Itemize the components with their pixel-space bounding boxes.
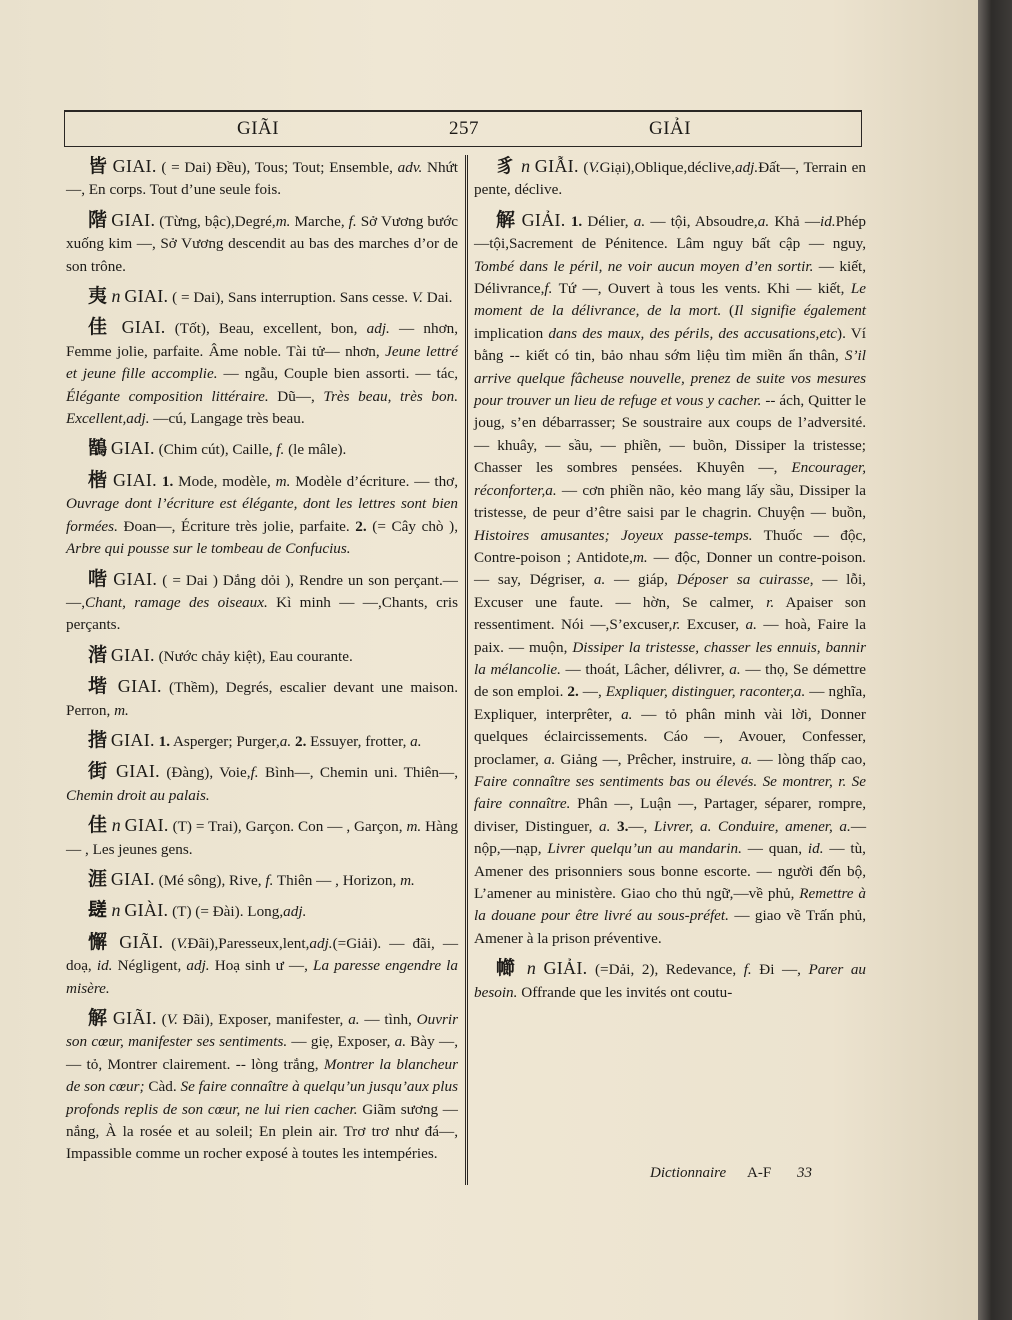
entry-text: a. [410, 732, 422, 750]
entry-text: (T) = Trai), Garçon. Con — , Garçon, [168, 818, 407, 836]
dictionary-entry [66, 316, 458, 430]
entry-text: a. [593, 571, 606, 589]
headword: GIAI. [111, 209, 156, 230]
entry-text: Giãm sương — nắng, À la rosée et au soleil; En plein air. Trơ trơ như đá—, Impassible comme un rocher exposé à toutes les intempéries. [66, 1100, 458, 1163]
entry-text: Faire connaître ses sentiments bas ou élevés. Se montrer, r. Se faire connaître. [474, 772, 866, 813]
entry-text: Marche, [290, 212, 349, 230]
entry-text: Hoạ sinh ư —, [209, 957, 314, 975]
entry-text: Remettre à la douane pour être livré au sous-préfet. [474, 885, 866, 925]
entry-text: — tình, [359, 1011, 417, 1028]
entry-text: id. [96, 957, 113, 975]
entry-text: Livrer quelqu’un au mandarin. [547, 840, 742, 858]
entry-text: f. [743, 961, 752, 979]
entry-text: Ouvrir son cœur, manifester ses sentiments. [66, 1011, 458, 1051]
entry-text: Parer au besoin. [474, 961, 867, 1001]
entry-text: Kì minh — —,Chants, cris perçants. [66, 593, 458, 634]
entry-text: —, [578, 683, 606, 701]
dictionary-entry [66, 1007, 458, 1166]
entry-text: a. [740, 750, 753, 768]
dictionary-entry [474, 957, 866, 1004]
entry-text: Thuốc — độc, Contre-poison ; Antidote, [474, 526, 866, 566]
entry-text: ( [721, 302, 735, 320]
entry-text: Expliquer, distinguer, raconter, [605, 683, 794, 701]
han-character: 街 [88, 761, 110, 783]
han-character: 解 [88, 1008, 109, 1029]
entry-text: r. [766, 593, 775, 611]
entry-text: Hàng — , Les jeunes gens. [66, 818, 459, 858]
entry-text: Dũ—, [268, 387, 324, 405]
entry-text: m. [275, 472, 291, 490]
entry-text: Giảng —, Prêcher, instruire, [555, 750, 741, 768]
han-character: 皆 [88, 156, 108, 177]
entry-text: — nghĩa, Expliquer, interprêter, [474, 683, 867, 723]
han-character: 佳 [88, 317, 113, 339]
entry-text: (Chim cút), Caille, [154, 441, 277, 459]
entry-text: — giáp, [605, 571, 677, 589]
entry-text: Montrer la blancheur de son cœur; [66, 1055, 459, 1096]
entry-text: —cú, Langage très beau. [149, 410, 305, 428]
entry-text: 1. [570, 212, 583, 230]
entry-text: (=Dải, 2), Redevance, [587, 961, 744, 979]
entry-text: Apaiser son ressentiment. Nói —,S’excuser, [474, 593, 866, 634]
entry-text: a. [793, 683, 806, 701]
header-left-word: GIÃI [237, 118, 280, 139]
book-cover-edge [978, 0, 1012, 1320]
entry-text: Bày —, — tỏ, Montrer clairement. -- lòng trắng, [66, 1033, 458, 1073]
dictionary-entry [66, 568, 458, 637]
entry-text: (Thềm), Degrés, escalier devant une maison. Perron, [66, 679, 458, 719]
han-character: 堦 [88, 676, 111, 698]
entry-text: ). Ví bằng -- kiết có tin, bảo nhau sớm liệu tìm miền ẩn thân, [474, 324, 866, 365]
entry-text: r. [672, 616, 681, 634]
han-character: 揩 [88, 729, 108, 751]
signature-footer [650, 1165, 830, 1182]
entry-text: ( = Dai) Đều), Tous; Tout; Ensemble, [156, 159, 398, 176]
han-character: 懈 [88, 931, 112, 953]
entry-text: adj. [734, 159, 759, 176]
entry-text: adj. [366, 320, 390, 338]
han-character: 涯 [88, 868, 108, 890]
entry-text: Histoires amusantes; Joyeux passe-temps. [474, 526, 753, 544]
footer-sheet: 33 [796, 1165, 812, 1181]
han-character: 喈 [88, 568, 109, 590]
entry-text: 1. [161, 472, 174, 490]
entry-text: Sở Vương bước xuống kim —, Sở Vương descendit au bas des marches d’or de son trône. [66, 212, 458, 275]
nom-marker: n [518, 958, 536, 979]
entry-text: — tội, Absoudre, [645, 212, 758, 230]
entry-text: f. [250, 764, 259, 782]
entry-text: — thoát, Lâcher, délivrer, [560, 660, 730, 678]
entry-text: Il signifie également [734, 302, 867, 320]
nom-marker: n [107, 900, 121, 921]
running-header [64, 110, 862, 147]
headword: GIAI. [112, 469, 157, 490]
entry-text: Đãi), Exposer, manifester, [177, 1011, 349, 1028]
footer-title: Dictionnaire [650, 1165, 727, 1181]
entry-text: — tỏ phân minh vài lời, Donner quelques éclaircissements. Cáo —, Avouer, Confesser, proclamer, [474, 705, 866, 768]
entry-text: a. [621, 705, 633, 723]
entry-text: Modèle d’écriture. — thơ, [290, 472, 459, 490]
entry-text: — tù, Amener des prisonniers sous bonne escorte. — người đến bộ, L’amener au ministère. Giao cho thủ ngữ,—về phủ, [474, 840, 866, 902]
entry-text: Nhứt—, En corps. Tout d’une seule fois. [66, 159, 458, 199]
headword: GIAI. [124, 286, 169, 307]
han-character: 佳 [88, 815, 108, 837]
dictionary-entry [66, 729, 458, 753]
entry-text: Chemin droit au palais. [66, 786, 210, 804]
han-character: 幯 [496, 958, 519, 980]
entry-text: a. [348, 1011, 360, 1028]
entry-text: m. [406, 818, 422, 836]
entry-text: Phân —, Luận —, Partager, séparer, rompre, diviser, Distinguer, [474, 795, 866, 835]
entry-text: Très beau, très bon. Excellent,adj. [66, 387, 458, 428]
entry-text: id. [807, 840, 824, 858]
nom-marker: n [107, 815, 121, 836]
entry-text: Giại),Oblique,déclive, [599, 159, 735, 176]
entry-text: m. [632, 548, 648, 566]
entry-text: Đất—, Terrain en pente, déclive. [474, 159, 867, 199]
entry-text: Se faire connaître à quelqu’un jusqu’aux plus profonds replis de son cœur, ne lui rien cacher. [66, 1078, 458, 1118]
entry-text: ( [578, 159, 589, 176]
entry-text: a. [279, 732, 292, 750]
entry-text: 2. [294, 732, 307, 750]
entry-text: Délier, [582, 212, 634, 230]
entry-text: (Tốt), Beau, excellent, bon, [165, 320, 367, 338]
entry-text: ( [156, 1011, 167, 1028]
headword: GIẢI. [521, 209, 566, 230]
entry-text: S’il arrive quelque fâcheuse nouvelle, prenez de suite vos mesures pour trouver un lieu de refuge et vous y cacher. [474, 347, 866, 410]
entry-text: (T) (= Đài). Long, [168, 903, 284, 921]
entry-text: Asperger; Purger, [170, 732, 280, 750]
headword: GIAI. [112, 156, 157, 176]
dictionary-entry [66, 437, 458, 461]
han-character: 階 [88, 209, 108, 231]
entry-text: Essuyer, frotter, [306, 732, 411, 750]
entry-text: m. [114, 701, 129, 719]
entry-text: Jeune lettré et jeune fille accomplie. [66, 342, 458, 383]
entry-text: -- ách, Quitter le joug, s’en débarrasser; Se soustraire aux coups de l’adversité. — khuây, — sầu, — phiền, — buồn, Dissiper la tristesse; Chasser les sombres pensées. Khuyên —, [474, 392, 867, 477]
entry-text: Tombé dans le péril, ne voir aucun moyen d’en sortir. [474, 257, 814, 275]
dictionary-entry [66, 155, 458, 202]
headword: GIAI. [124, 815, 169, 836]
entry-text: f. [348, 212, 357, 230]
headword: GIÀI. [124, 900, 169, 921]
entry-text: (= Cây chò ), [366, 517, 458, 535]
dictionary-entry [474, 155, 866, 202]
entry-text: a. [543, 750, 556, 768]
entry-text: ( = Dai), Sans interruption. Sans cesse. [168, 289, 412, 307]
entry-text: — nhơn, Femme jolie, parfaite. Âme noble. Tài tử— nhơn, [66, 320, 458, 360]
entry-text: f. [544, 280, 553, 298]
entry-text: m. [275, 212, 291, 230]
han-character: 𨲠 [88, 900, 108, 922]
han-character: 夷 [88, 286, 108, 308]
entry-text: (Nước chảy kiệt), Eau courante. [154, 647, 353, 665]
headword: GIAI. [115, 761, 160, 782]
entry-text: id. [820, 212, 836, 230]
headword: GIAI. [110, 644, 155, 665]
entry-text: Đoan—, Écriture très jolie, parfaite. [117, 517, 356, 535]
entry-text: Thiên — , Horizon, [273, 871, 401, 889]
dictionary-entry [66, 469, 458, 561]
dictionary-entry [474, 209, 866, 950]
entry-text: implication [474, 324, 549, 342]
entry-text: V. [411, 289, 423, 307]
entry-text: V. [166, 1011, 178, 1028]
entry-text: Ouvrage dont l’écriture est élégante, dont les lettres sont bien formées. [66, 495, 458, 535]
entry-text: Livrer, a. Conduire, amener, a. [653, 817, 851, 835]
header-right-word: GIẢI [649, 118, 692, 139]
entry-text: — ngẫu, Couple bien assorti. — tác, [217, 365, 458, 383]
entry-text: Le moment de la délivrance, de la mort. [474, 280, 866, 320]
page-number: 257 [449, 118, 479, 139]
entry-text: (le mâle). [284, 441, 347, 459]
han-character: 豸 [496, 156, 516, 177]
entry-text: Déposer sa cuirasse [676, 571, 810, 589]
entry-text: Élégante composition littéraire. [66, 387, 269, 405]
han-character: 楷 [88, 469, 109, 491]
entry-text: , — lỗi, Excuser une faute. — hờn, Se calmer, [474, 571, 866, 611]
dictionary-entry [66, 899, 458, 923]
entry-text: — hoà, Faire la paix. — muộn, [474, 616, 866, 656]
entry-text: adj. [309, 934, 333, 952]
dictionary-entry [66, 931, 458, 1000]
entry-text: Càd. [148, 1078, 181, 1096]
dictionary-entry [66, 675, 458, 722]
entry-text: Tứ —, Ouvert à tous les vents. Khi — kiết, [552, 280, 851, 298]
entry-text: — giao về Trấn phủ, Amener à la prison préventive. [474, 907, 866, 947]
entry-text: adv. [397, 159, 423, 176]
entry-text: dans des maux, des périls, des accusations,etc [548, 324, 838, 342]
entry-text: — cơn phiền não, kẻo mang lấy sầu, Dissiper la tristesse, de peur d’être saisi par le chagrin. Chuyện — buồn, [474, 481, 866, 522]
entry-text: adj. [283, 903, 307, 921]
entry-text: Mode, modèle, [173, 472, 276, 490]
headword: GIAI. [110, 868, 155, 889]
entry-text: — thọ, Se démettre de son emploi. [474, 660, 866, 701]
entry-text: a. [394, 1033, 407, 1051]
entry-text: Négligent, [112, 957, 187, 975]
entry-text: Dissiper la tristesse, chasser les ennuis, bannir la mélancolie. [474, 638, 867, 678]
entry-text: a. [599, 817, 611, 835]
entry-text: — kiết, Délivrance, [474, 257, 866, 298]
entry-text: — lòng thấp cao, [752, 750, 867, 768]
entry-text: — độc, Donner un contre-poison. — say, Dégriser, [474, 548, 866, 589]
entry-text: f. [265, 871, 274, 889]
entry-text: Chant, ramage des oiseaux. [84, 593, 268, 611]
entry-text: Offrande que les invités ont coutu- [517, 983, 733, 1001]
dictionary-entry [66, 814, 458, 861]
entry-text: — quan, [741, 840, 808, 858]
nom-marker: n [515, 156, 531, 176]
headword: GIẢI. [543, 958, 588, 979]
entry-text: Encourager, réconforter,a. [474, 459, 866, 499]
entry-text: a. [729, 660, 741, 678]
entry-text: V. [588, 159, 600, 176]
entry-text: 3. [616, 817, 629, 835]
entry-text: (Mé sông), Rive, [154, 871, 266, 889]
entry-text: 2. [567, 683, 579, 701]
entry-text: ( [163, 934, 177, 952]
entry-text: m. [400, 871, 415, 889]
han-character: 解 [496, 209, 517, 231]
entry-text: 2. [355, 517, 367, 535]
dictionary-entry [66, 760, 458, 807]
footer-section: A-F [747, 1165, 772, 1181]
entry-text: (Từng, bậc),Degré, [155, 212, 276, 230]
entry-text: La paresse engendre la misère. [66, 957, 458, 997]
han-character: 鶛 [88, 438, 108, 460]
headword: GIAI. [113, 568, 158, 589]
entry-text: Khả — [769, 212, 821, 230]
entry-text: — giẹ, Exposer, [287, 1033, 395, 1051]
headword: GIÃI. [119, 931, 164, 952]
entry-text: f. [276, 441, 285, 459]
entry-text: — nộp,—nạp, [474, 817, 866, 858]
entry-text: Arbre qui pousse sur le tombeau de Confucius. [66, 540, 351, 558]
entry-text: (=Giải). — đãi, — doạ, [66, 934, 459, 975]
headword: GIAI. [110, 438, 155, 459]
dictionary-entry [66, 868, 458, 892]
entry-text: Đãi),Paresseux,lent, [187, 934, 310, 952]
entry-text: a. [745, 616, 757, 634]
entry-text [610, 818, 617, 835]
entry-text: ( = Dai ) Dắng dỏi ), Rendre un son perçant.— —, [66, 571, 458, 611]
entry-text: Phép—tội,Sacrement de Pénitence. Lâm nguy bất cập — nguy, [474, 212, 867, 253]
headword: GIAI. [117, 676, 162, 697]
entry-text: a. [757, 212, 770, 230]
entry-text: Đi —, [751, 961, 809, 979]
entry-text: V. [176, 934, 188, 952]
entry-text: 1. [158, 732, 170, 750]
headword: GIÃI. [112, 1008, 157, 1028]
dictionary-entry [66, 285, 458, 309]
entry-text: Excuser, [680, 616, 746, 634]
nom-marker: n [107, 286, 121, 307]
entry-text: —, [628, 817, 654, 835]
dictionary-entry [66, 644, 458, 668]
headword: GIẪI. [534, 156, 579, 176]
dictionary-entry [66, 209, 458, 278]
headword: GIAI. [110, 729, 155, 750]
entry-text: Dai. [422, 289, 453, 307]
entry-text: a. [633, 212, 646, 230]
dictionary-columns [66, 155, 866, 1185]
entry-text: adj. [186, 957, 210, 975]
headword: GIAI. [121, 317, 166, 338]
entry-text: (Đàng), Voie, [159, 764, 251, 782]
han-character: 湝 [88, 644, 108, 666]
entry-text: Bình—, Chemin uni. Thiên—, [258, 764, 459, 782]
